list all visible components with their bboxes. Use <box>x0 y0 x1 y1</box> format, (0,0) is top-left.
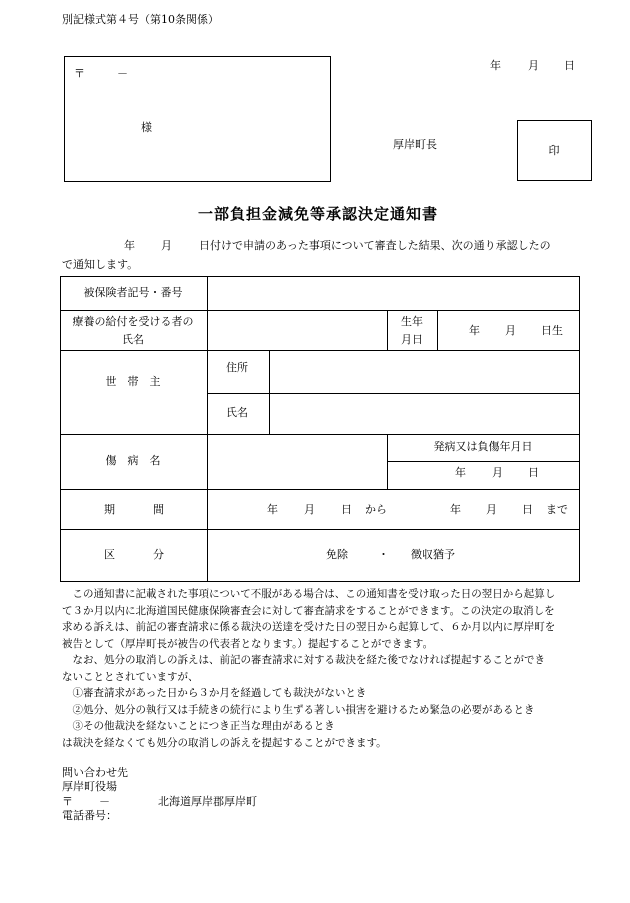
notes-line: ①審査請求があった日から３か月を経過しても裁決がないとき <box>62 687 367 699</box>
table-row-divider <box>60 529 580 530</box>
form-label: 別記様式第４号（第10条関係） <box>62 13 219 26</box>
insured-number-label: 被保険者記号・番号 <box>83 286 183 299</box>
table-row-divider <box>60 489 580 490</box>
table-col-divider <box>437 310 438 350</box>
notes-line: 求める訴えは、前記の審査請求に係る裁決の送達を受けた日の翌日から起算して、６か月以内に厚岸町を <box>62 621 556 633</box>
notes-line: は裁決を経なくても処分の取消しの訴えを提起することができます。 <box>62 736 387 749</box>
onset-day: 日 <box>528 466 539 479</box>
date-day-label: 日 <box>564 59 575 72</box>
table-row-divider <box>387 461 580 462</box>
category-label-2: 分 <box>153 548 164 561</box>
table-col-divider <box>387 310 388 350</box>
address-label: 住所 <box>226 361 248 374</box>
period-end-month: 月 <box>486 503 497 516</box>
date-year-label: 年 <box>490 59 501 72</box>
period-to: まで <box>546 503 568 516</box>
table-col-divider <box>387 434 388 489</box>
contact-heading: 問い合わせ先 <box>62 766 128 779</box>
period-label-2: 間 <box>153 503 164 516</box>
household-name-field[interactable] <box>271 395 578 432</box>
recipient-address-box[interactable] <box>64 56 331 182</box>
birth-year: 年 <box>469 324 480 337</box>
postal-mark: 〒 <box>74 67 85 80</box>
table-col-divider <box>207 276 208 582</box>
period-start-day: 日 <box>341 503 352 516</box>
household-address-field[interactable] <box>271 352 578 391</box>
table-row-divider <box>60 434 580 435</box>
notes-line: て３か月以内に北海道国民健康保険審査会に対して審査請求をすることができます。この決定の取消しを <box>62 604 555 617</box>
table-col-divider <box>269 350 270 434</box>
category-label-1: 区 <box>104 548 115 561</box>
birth-label-line1: 生年 <box>401 315 423 328</box>
table-row-divider <box>207 393 580 394</box>
contact-phone-label: 電話番号： <box>62 809 117 822</box>
notes-line: ②処分、処分の執行又は手続きの続行により生ずる著しい損害を避けるため緊急の必要があるとき <box>62 703 535 716</box>
period-from: から <box>365 503 387 516</box>
document-title: 一部負担金減免等承認決定通知書 <box>197 205 439 223</box>
onset-label: 発病又は負傷年月日 <box>433 440 533 453</box>
household-head-label: 世 帯 主 <box>105 375 161 388</box>
name-label: 氏名 <box>226 406 248 419</box>
period-end-day: 日 <box>522 503 533 516</box>
notes-line: ③その他裁決を経ないことにつき正当な理由があるとき <box>62 720 335 732</box>
onset-month: 月 <box>492 466 503 479</box>
contact-postal-mark: 〒 <box>62 795 73 808</box>
intro-month: 月 <box>161 239 172 252</box>
table-row-divider <box>60 350 580 351</box>
onset-year: 年 <box>455 466 466 479</box>
option-exemption[interactable]: 免除 <box>326 548 348 561</box>
issuer-title: 厚岸町長 <box>393 138 437 151</box>
table-row-divider <box>60 310 580 311</box>
intro-line1: 日付けで申請のあった事項について審査した結果、次の通り承認したの <box>199 239 551 252</box>
period-end-year: 年 <box>450 503 461 516</box>
notes-line: ないこととされていますが、 <box>62 670 199 683</box>
disease-field[interactable] <box>209 436 385 487</box>
intro-line2: で通知します。 <box>62 258 139 271</box>
notes-line: 被告として（厚岸町長が被告の代表者となります。）提起することができます。 <box>62 637 434 650</box>
recipient-label-line2: 氏名 <box>122 333 144 346</box>
recipient-label-line1: 療養の給付を受ける者の <box>72 315 194 328</box>
birth-label-line2: 月日 <box>401 333 423 346</box>
contact-postal-dash: － <box>99 795 110 808</box>
notes-line: なお、処分の取消しの訴えは、前記の審査請求に対する裁決を経た後でなければ提起することができ <box>62 654 545 666</box>
notes-line: この通知書に記載された事項について不服がある場合は、この通知書を受け取った日の翌日から起算し <box>62 588 556 600</box>
recipient-name-field[interactable] <box>209 312 385 348</box>
contact-office: 厚岸町役場 <box>62 780 117 793</box>
period-start-month: 月 <box>304 503 315 516</box>
birth-month: 月 <box>505 324 516 337</box>
contact-address: 北海道厚岸郡厚岸町 <box>158 795 257 808</box>
postal-dash: － <box>117 67 128 80</box>
option-separator: ・ <box>378 548 389 561</box>
honorific: 様 <box>141 121 152 134</box>
birth-day: 日生 <box>541 324 563 337</box>
disease-label: 傷 病 名 <box>105 454 161 467</box>
option-deferral[interactable]: 徴収猶予 <box>411 548 455 561</box>
period-label-1: 期 <box>104 503 115 516</box>
seal-label: 印 <box>548 144 560 157</box>
date-month-label: 月 <box>528 59 539 72</box>
insured-number-field[interactable] <box>209 278 578 308</box>
period-start-year: 年 <box>267 503 278 516</box>
intro-year: 年 <box>124 239 135 252</box>
